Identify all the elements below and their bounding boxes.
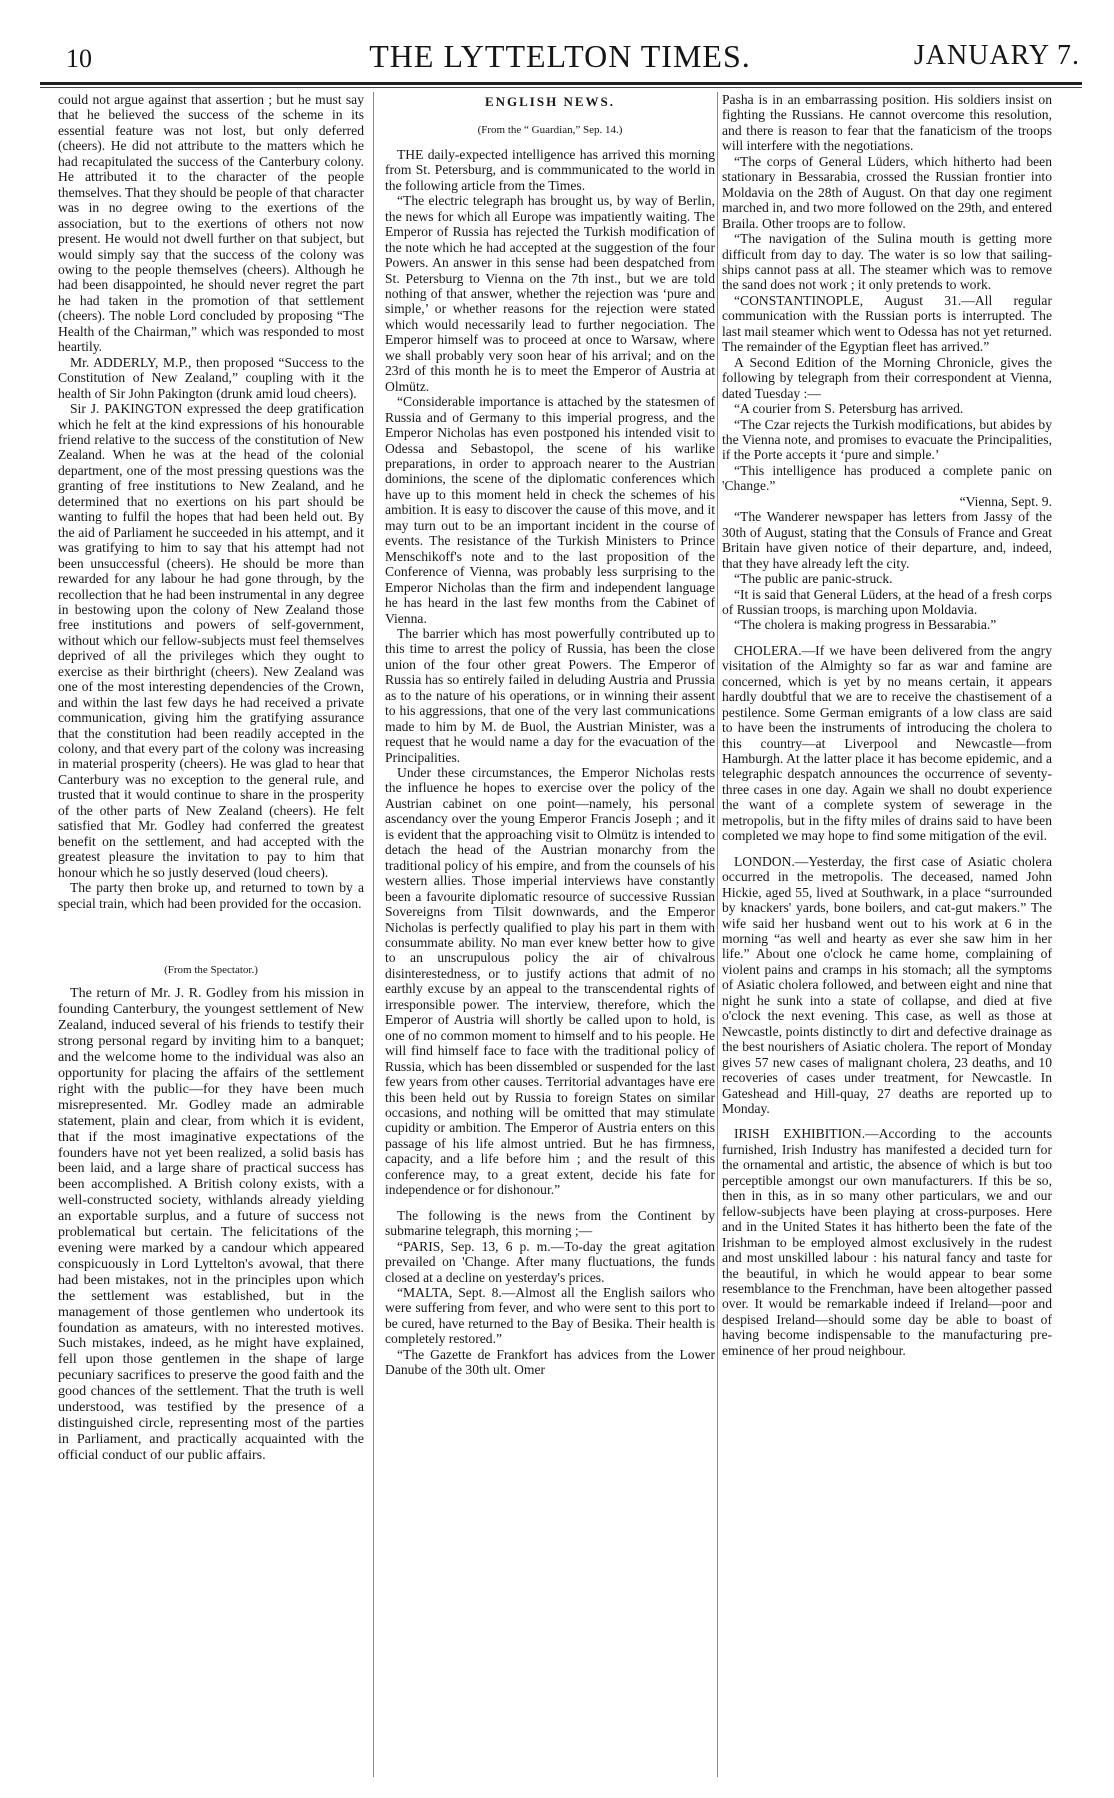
paragraph: “The electric telegraph has brought us, by way of Berlin, the news for which all Europe was impatiently waiting. The Emperor of Russia has rejected the Turkish modification of the note which he had accepted at the suggestion of the four Powers. An answer in this sense had been despatched from St. Petersburg to Vienna on the 7th inst., but we are told nothing of that answer, whether the rejection was ‘pure and simple,’ or whether reasons for the rejection were stated which would necessarily lead to further negociation. The Emperor himself was to proceed at once to Warsaw, where we shall probably very soon hear of his arrival; and on the 23rd of this month he is to meet the Emperor of Austria at Olmütz.	[385, 193, 715, 394]
spacer	[722, 844, 1052, 854]
paragraph: “This intelligence has produced a complete panic on 'Change.”	[722, 462, 1052, 494]
spacer	[722, 633, 1052, 643]
paragraph: “The Wanderer newspaper has letters from Jassy of the 30th of August, stating that the Consuls of France and Great Britain have given notice of their departure, and, indeed, that they have already left the city.	[722, 509, 1052, 571]
column-3	[722, 92, 1052, 1358]
page-number: 10	[66, 44, 92, 73]
paragraph: Pasha is in an embarrassing position. His soldiers insist on fighting the Russians. He cannot overcome this resolution, and there is reason to fear that the fanaticism of the troops will interfere with the negotiations.	[722, 92, 1052, 154]
issue-date: JANUARY 7.	[913, 40, 1080, 71]
paragraph: IRISH EXHIBITION.—According to the accounts furnished, Irish Industry has manifested a decided turn for the ornamental and artistic, the absence of which is but too perceptible amongst our own manufacturers. If this be so, then in this, as in so many other particulars, we and our fellow-subjects have been playing at cross-purposes. Here and in the United States it has hitherto been the fate of the Irishman to be employed almost exclusively in the rudest and most unskilled labour : his natural fancy and taste for the beautiful, in which he would appear to bear some resemblance to the Frenchman, have been altogether passed over. It would be remarkable indeed if Ireland—poor and despised Ireland—should some day be able to boast of having become indispensable to the manufacturing pre-eminence of her proud neighbour.	[722, 1126, 1052, 1358]
column-2	[385, 92, 715, 1378]
column-divider	[373, 92, 374, 1777]
paragraph: “The public are panic-struck.	[734, 571, 893, 587]
paragraph: “The navigation of the Sulina mouth is getting more difficult from day to day. The water is so low that sailing-ships cannot pass at all. The steamer which was to remove the sand does not work ; it only pretends to work.	[722, 231, 1052, 293]
paragraph: “CONSTANTINOPLE, August 31.—All regular communication with the Russian ports is interrupted. The last mail steamer which went to Odessa has not yet returned. The remainder of the Egyptian fleet has arrived.”	[722, 292, 1052, 355]
paragraph: “A courier from S. Petersburg has arrived.	[734, 401, 964, 417]
newspaper-title: THE LYTTELTON TIMES.	[369, 38, 751, 74]
paragraph: Sir J. PAKINGTON expressed the deep gratification which he felt at the kind expressions of his honourable friend relative to the success of the constitution of New Zealand. When he was at the head of the colonial department, one of the most pressing questions was the granting of free institutions to New Zealand, and he determined that no exertions on his part should be wanting to fulfil the hopes that had been held out. By the aid of Parliament he succeeded in his attempt, and it was gratifying to him to say that his attempt had not been unsuccessful (cheers). He should be more than rewarded for any labour he had gone through, by the recollection that he had been instrumental in any degree in bestowing upon the colony of New Zealand those free institutions and powers of self-government, without which our fellow-subjects must feel themselves deprived of all the privileges which they ought to exercise as their birthright (cheers). New Zealand was one of the most interesting dependencies of the Crown, and within the last few days he had received a private communication, giving him the gratifying assurance that the constitution had been readily accepted in the colony, and that every part of the colony was increasing in material prosperity (cheers). He was glad to hear that Canterbury was no exception to the general rule, and trusted that it would continue to share in the prosperity of the other parts of New Zealand (cheers). He felt satisfied that Mr. Godley had conferred the greatest benefit on the settlement, and had accepted with the greatest pleasure the invitation to pay to him that honour which he so justly deserved (loud cheers).	[58, 401, 364, 880]
paragraph: THE daily-expected intelligence has arrived this morning from St. Petersburg, and is commmunicated to the world in the following article from the Times.	[385, 146, 715, 193]
paragraph: “MALTA, Sept. 8.—Almost all the English sailors who were suffering from fever, and who were sent to this port to be cured, have returned to the Bay of Besika. Their health is completely restored.”	[385, 1284, 715, 1347]
paragraph: Mr. ADDERLY, M.P., then proposed “Success to the Constitution of New Zealand,” coupling with it the health of Sir John Pakington (drunk amid loud cheers).	[58, 354, 364, 401]
section-heading: ENGLISH NEWS.	[484, 94, 616, 109]
header-rule-thin	[40, 87, 1082, 88]
paragraph: “The Gazette de Frankfort has advices from the Lower Danube of the 30th ult. Omer	[385, 1346, 715, 1378]
column-divider	[717, 92, 718, 1777]
source-line: (From the Spectator.)	[164, 964, 258, 977]
dateline: “Vienna, Sept. 9.	[959, 493, 1052, 509]
masthead	[40, 38, 1080, 78]
paragraph: “The cholera is making progress in Bessarabia.”	[734, 617, 997, 633]
paragraph: LONDON.—Yesterday, the first case of Asiatic cholera occurred in the metropolis. The deceased, named John Hickie, aged 55, lived at Southwark, in a place “surrounded by knackers' yards, bone boilers, and cat-gut makers.” The wife said her husband went out to his work at 6 in the morning “as well and hearty as ever she saw him in her life.” About one o'clock he came home, complaining of violent pains and cramps in his stomach; all the symptoms of Asiatic cholera followed, and between eight and nine that night he sunk into a state of collapse, and died at five o'clock the next evening. This case, as well as those at Newcastle, points distinctly to dirt and defective drainage as the best nourishers of Asiatic cholera. The report of Monday gives 57 new cases of malignant cholera, 23 deaths, and 10 recoveries of cases under treatment, for Newcastle. In Gateshead and Hill-quay, 27 deaths are reported up to Monday.	[722, 853, 1052, 1116]
paragraph: “The Czar rejects the Turkish modifications, but abides by the Vienna note, and promises to evacuate the Principalities, if the Porte accepts it ‘pure and simple.’	[722, 416, 1052, 463]
paragraph: The following is the news from the Continent by submarine telegraph, this morning ;—	[385, 1207, 715, 1239]
paragraph: “It is said that General Lüders, at the head of a fresh corps of Russian troops, is marching upon Moldavia.	[722, 586, 1052, 617]
paragraph: The return of Mr. J. R. Godley from his mission in founding Canterbury, the youngest settlement of New Zealand, induced several of his friends to testify their strong personal regard by inviting him to a banquet; and the welcome home to the individual was also an opportunity for placing the affairs of the settlement right with the public—for they have been much misrepresented. Mr. Godley made an admirable statement, plain and clear, from which it is evident, that if the most imaginative expectations of the founders have not yet been realized, a solid basis has been laid, and a large share of practical success has been accomplished. A British colony exists, with a well-constructed society, withlands already yielding an exportable surplus, and a future of success not problematical but certain. The felicitations of the evening were marked by a candour which appeared conspicuously in Lord Lyttelton's avowal, that there had been mistakes, not in the principles upon which the settlement was established, but in the management of those gentlemen who undertook its foundation as amateurs, with no interested motives. Such mistakes, indeed, as he might have explained, fell upon those gentlemen in the shape of large pecuniary sacrifices to preserve the good faith and the good chances of the settlement. That the truth is well understood, was testified by the presence of a distinguished circle, representing most of the parties in Parliament, and practically acquainted with the official conduct of our public affairs.	[58, 985, 364, 1463]
paragraph: “The corps of General Lüders, which hitherto had been stationary in Bessarabia, crossed the Russian frontier into Moldavia on the 28th of August. On that day one regiment marched in, and two more followed on the 29th, and entered Braila. Other troops are to follow.	[722, 153, 1052, 231]
source-line: (From the “ Guardian,” Sep. 14.)	[477, 124, 623, 137]
paragraph: A Second Edition of the Morning Chronicle, gives the following by telegraph from their correspondent at Vienna, dated Tuesday :—	[722, 354, 1052, 401]
header-rule	[40, 82, 1082, 85]
paragraph: Under these circumstances, the Emperor Nicholas rests the influence he hopes to exercise over the policy of the Austrian cabinet on one point—namely, his personal ascendancy over the young Emperor Francis Joseph ; and it is evident that the approaching visit to Olmütz is intended to detach the head of the Austrian monarchy from the traditional policy of his empire, and from the counsels of his western allies. Those imperial interviews have constantly been a favourite diplomatic resource of successive Russian Sovereigns from Tilsit downwards, and the Emperor Nicholas is perfectly qualified to play his part in them with consummate ability. No man ever knew better how to give to an unscrupulous policy the air of chivalrous disinterestedness, or to justify actions that admit of no earthly excuse by an appeal to the transcendental rights of irresponsible power. The interview, therefore, which the Emperor of Austria will shortly be called upon to hold, is one of no common moment to himself and to his people. He will find himself face to face with the traditional policy of Russia, which has been dissembled or suspended for the last few years from other causes. Territorial advantages have ere this been held out by Russia to foreign States on similar occasions, and nothing will be omitted that may stimulate cupidity or ambition. The Emperor of Austria enters on this passage of his life almost untried. But he has firmness, capacity, and a life before him ; and the result of this conference may, to a great extent, decide his fate for independence or for dishonour.”	[385, 765, 715, 1198]
paragraph: “PARIS, Sep. 13, 6 p. m.—To-day the great agitation prevailed on 'Change. After many fluctuations, the funds closed at a decline on yesterday's prices.	[385, 1238, 715, 1285]
column-1	[58, 92, 364, 1464]
paragraph: CHOLERA.—If we have been delivered from the angry visitation of the Almighty so far as war and famine are concerned, which is yet by no means certain, it appears hardly doubtful that we are to receive the chastisement of a pestilence. Some German emigrants of a low class are said to have been the instruments of introducing the cholera to this country—at Liverpool and Newcastle—from Hamburgh. At the latter place it has become epidemic, and a telegraphic despatch announces the occurrence of seventy-three cases in one day. Again we shall no doubt experience the want of a complete system of sewerage in the metropolis, but in the fifty miles of drains said to have been completed we may hope to find some mitigation of the evil.	[722, 642, 1052, 844]
paragraph: The barrier which has most powerfully contributed up to this time to arrest the policy of Russia, has been the close union of the four other great Powers. The Emperor of Russia has so entirely failed in deluding Austria and Prussia as to the nature of his operations, or in winning their assent to his aggressions, that one of the very last communications made to him by M. de Buol, the Austrian Minister, was a request that he would name a day for the evacuation of the Principalities.	[385, 625, 715, 765]
spacer	[722, 1116, 1052, 1126]
paragraph: The party then broke up, and returned to town by a special train, which had been provided for the occasion.	[58, 880, 364, 911]
paragraph: could not argue against that assertion ; but he must say that he believed the success of the scheme in its essential feature was not lost, but only deferred (cheers). He did not attribute to the matters which he had recapitulated the success of the Canterbury colony. He attributed it to the character of the people themselves. That they should be people of that character was in no degree owing to the exertions of the association, but to the exertions of others not now present. He would not dwell further on that subject, but would simply say that the success of the colony was owing to the people themselves (cheers). Although he had been disappointed, he should never regret the part he had taken in the promotion of that settlement (cheers). The noble Lord concluded by proposing “The Health of the Chairman,” which was responded to most heartily.	[58, 92, 364, 355]
paragraph: “Considerable importance is attached by the statesmen of Russia and of Germany to this imperial progress, and the Emperor Nicholas has even postponed his intended visit to Odessa and Sebastopol, the scene of his warlike preparations, in order to approach nearer to the Austrian dominions, the scene of the diplomatic conferences which have up to this moment held in check the schemes of his ambition. It is easy to discover the cause of this move, and it may turn out to be an important incident in the course of events. The resistance of the Turkish Ministers to Prince Menschikoff's note and to the last proposition of the Conference of Vienna, was probably less surprising to the Emperor Nicholas than the firm and independent language he has heard in the last few months from the Cabinet of Vienna.	[385, 394, 715, 626]
spacer	[385, 1198, 715, 1208]
